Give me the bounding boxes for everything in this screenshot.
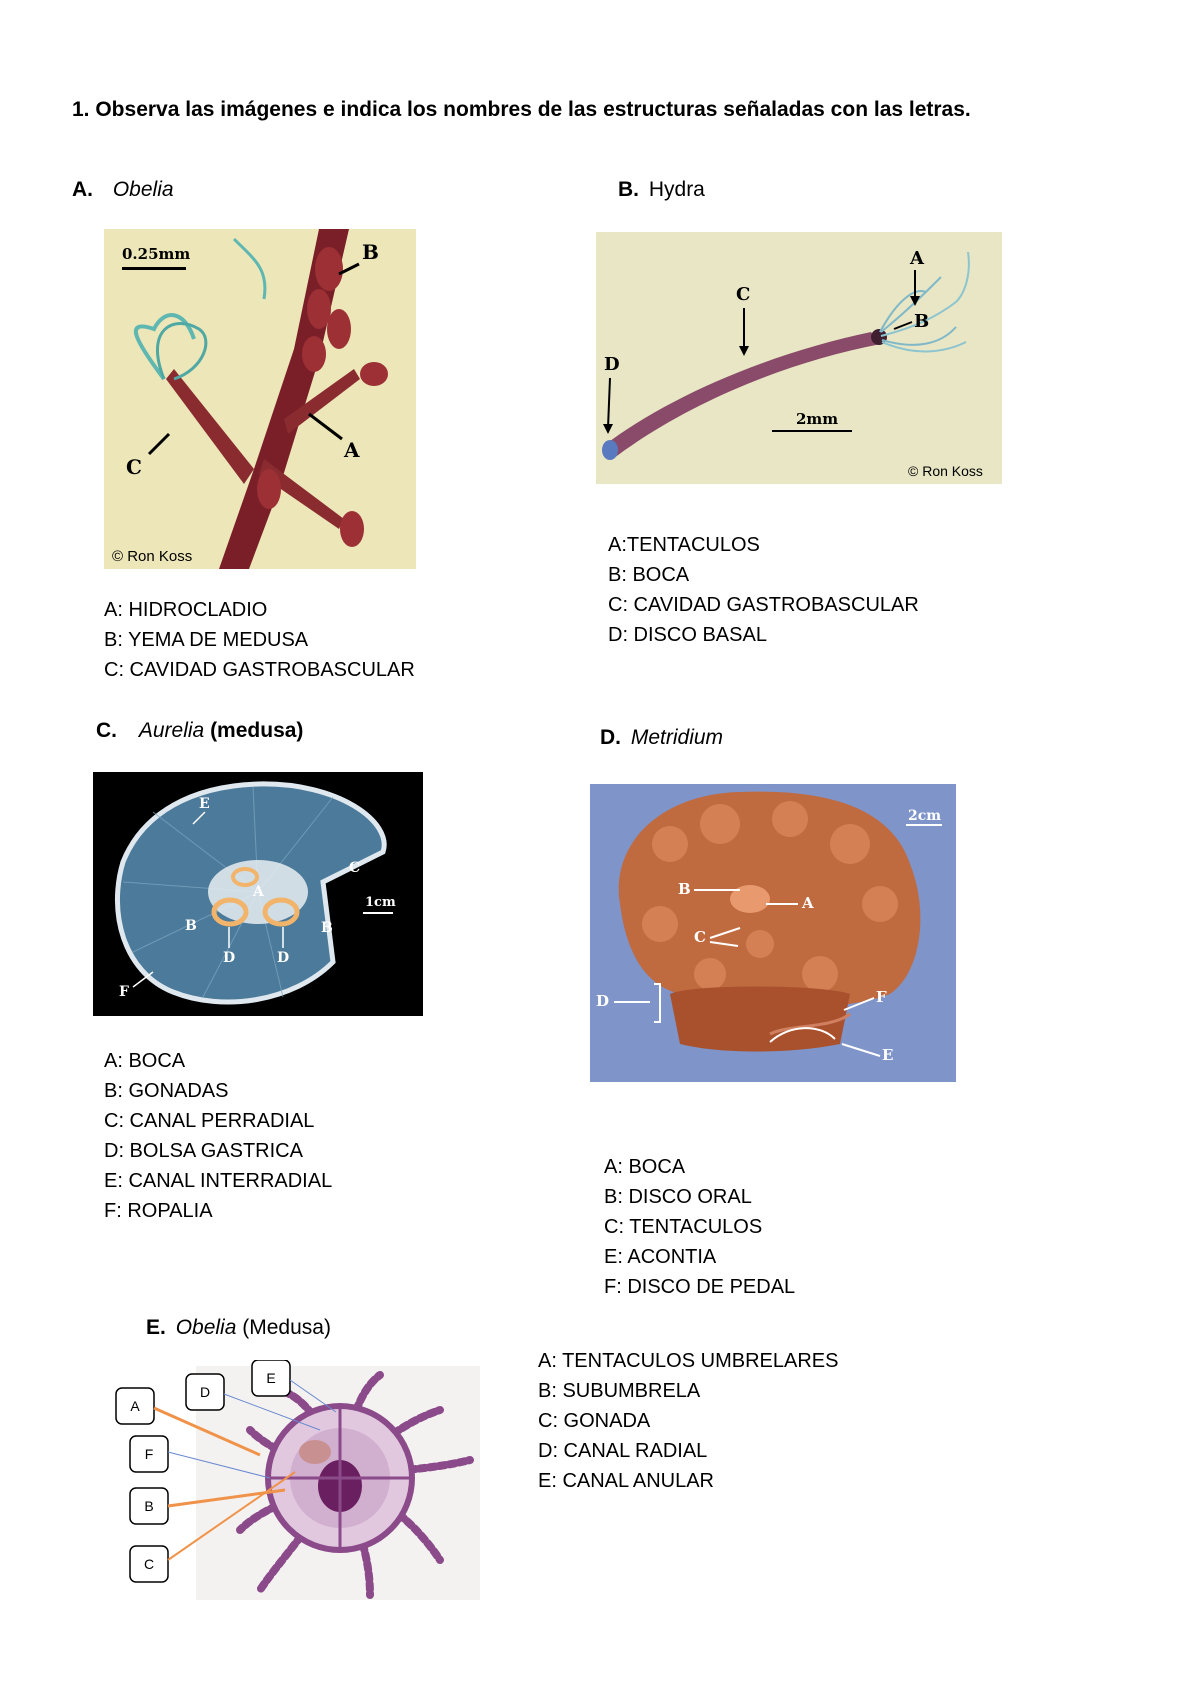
metridium-label-f: F: [876, 988, 887, 1006]
section-e-suffix: (Medusa): [242, 1316, 331, 1339]
aurelia-label-d-left: D: [223, 950, 236, 966]
answer-e-5: E: CANAL ANULAR: [538, 1470, 714, 1492]
metridium-photo: [590, 784, 956, 1082]
answer-d-1: A: BOCA: [604, 1156, 686, 1178]
section-a-letter: A.: [72, 178, 93, 201]
section-c-name: Aurelia: [138, 719, 205, 742]
medusa-box-f: F: [144, 1446, 154, 1462]
aurelia-label-e: E: [199, 796, 210, 812]
section-a-answers: [104, 595, 415, 685]
aurelia-label-c: C: [349, 860, 361, 876]
section-d-heading: [600, 726, 723, 750]
medusa-box-b: B: [144, 1498, 154, 1514]
aurelia-label-a: A: [253, 884, 264, 900]
section-b-heading: [618, 178, 705, 202]
metridium-scale-bar: [906, 824, 942, 826]
obelia-label-b: B: [362, 240, 379, 264]
medusa-box-c: C: [143, 1556, 155, 1572]
hydra-label-c: C: [736, 284, 751, 305]
answer-d-5: F: DISCO DE PEDAL: [604, 1276, 796, 1298]
answer-c-6: F: ROPALIA: [104, 1200, 213, 1222]
answer-e-1: A: TENTACULOS UMBRELARES: [538, 1350, 839, 1372]
answer-b-4: D: DISCO BASAL: [608, 624, 767, 646]
section-c-answers: [104, 1046, 332, 1226]
section-b-letter: B.: [618, 178, 639, 201]
metridium-label-b: B: [678, 880, 691, 898]
aurelia-label-b-left: B: [185, 918, 197, 934]
answer-b-2: B: BOCA: [608, 564, 690, 586]
answer-a-2: B: YEMA DE MEDUSA: [104, 629, 309, 651]
answer-c-4: D: BOLSA GASTRICA: [104, 1140, 303, 1162]
answer-e-4: D: CANAL RADIAL: [538, 1440, 708, 1462]
answer-b-1: A:TENTACULOS: [608, 534, 760, 556]
aurelia-scale-text: 1cm: [365, 895, 396, 910]
hydra-photo: [596, 232, 1002, 484]
hydra-label-d: D: [604, 354, 620, 375]
obelia-copyright: © Ron Koss: [112, 548, 193, 565]
section-a-name: Obelia: [112, 178, 174, 201]
page-title: 1. Observa las imágenes e indica los nombres de las estructuras señaladas con las letras.: [72, 98, 971, 121]
answer-b-3: C: CAVIDAD GASTROBASCULAR: [608, 594, 919, 616]
section-d-letter: D.: [600, 726, 621, 749]
hydra-copyright: © Ron Koss: [908, 463, 983, 479]
obelia-scale-text: 0.25mm: [122, 245, 191, 263]
metridium-label-d: D: [596, 992, 610, 1010]
section-d-answers: [604, 1152, 795, 1302]
section-c-suffix: (medusa): [210, 719, 304, 742]
section-e-answers: [538, 1346, 838, 1496]
section-e-heading: [146, 1316, 331, 1340]
answer-a-3: C: CAVIDAD GASTROBASCULAR: [104, 659, 415, 681]
metridium-label-c: C: [694, 928, 706, 946]
answer-a-1: A: HIDROCLADIO: [104, 599, 268, 621]
section-b-answers: [608, 530, 919, 650]
section-e-name: Obelia: [175, 1316, 237, 1339]
hydra-label-a: A: [910, 248, 924, 269]
medusa-box-d: D: [199, 1384, 211, 1400]
aurelia-scale-bar: [363, 912, 393, 914]
hydra-scale-text: 2mm: [796, 410, 839, 428]
section-e-letter: E.: [146, 1316, 166, 1339]
metridium-scale-text: 2cm: [908, 808, 942, 824]
hydra-label-b: B: [914, 311, 930, 332]
section-b-name: Hydra: [648, 178, 705, 201]
metridium-label-e: E: [882, 1046, 894, 1064]
obelia-medusa-figure: [110, 1360, 480, 1600]
section-a-heading: [72, 178, 174, 202]
obelia-photo: [104, 229, 416, 569]
answer-c-3: C: CANAL PERRADIAL: [104, 1110, 315, 1132]
aurelia-label-d-right: D: [277, 950, 290, 966]
answer-d-2: B: DISCO ORAL: [604, 1186, 752, 1208]
obelia-scale-bar: [122, 267, 186, 270]
answer-e-3: C: GONADA: [538, 1410, 651, 1432]
aurelia-photo: [93, 772, 423, 1016]
obelia-label-a: A: [344, 438, 360, 462]
metridium-label-a: A: [802, 894, 814, 912]
aurelia-label-f: F: [119, 984, 129, 1000]
obelia-label-c: C: [126, 455, 142, 479]
section-c-heading: [96, 719, 303, 743]
answer-d-4: E: ACONTIA: [604, 1246, 717, 1268]
answer-c-5: E: CANAL INTERRADIAL: [104, 1170, 333, 1192]
medusa-box-e: E: [266, 1370, 276, 1386]
medusa-box-a: A: [130, 1398, 140, 1414]
answer-e-2: B: SUBUMBRELA: [538, 1380, 701, 1402]
answer-d-3: C: TENTACULOS: [604, 1216, 763, 1238]
answer-c-1: A: BOCA: [104, 1050, 186, 1072]
section-d-name: Metridium: [630, 726, 724, 749]
section-c-letter: C.: [96, 719, 117, 742]
aurelia-label-b-right: B: [321, 920, 333, 936]
answer-c-2: B: GONADAS: [104, 1080, 229, 1102]
hydra-scale-bar: [772, 430, 852, 432]
